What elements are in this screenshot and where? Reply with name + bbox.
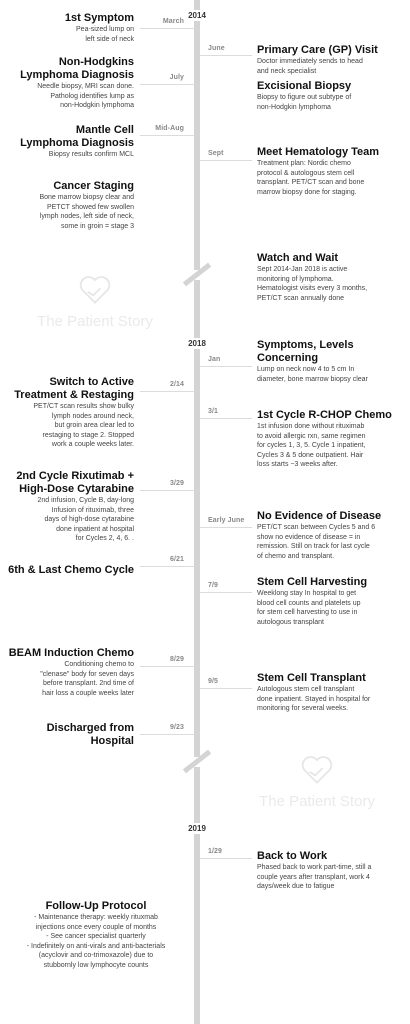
date-connector	[200, 55, 252, 56]
timeline-event	[257, 339, 407, 384]
event-date: Jan	[208, 356, 221, 363]
event-description: Conditioning chemo to "clenase" body for seven days before transplant. 2nd time of hair loss a couple weeks later	[40, 661, 134, 697]
timeline-event	[4, 56, 134, 111]
event-date: June	[208, 45, 225, 52]
event-description: 2nd infusion, Cycle B, day-long Infusion of rituximab, three days of high-dose cytarabine done inpatient at hospital for Cycles 2, 4, 6. .	[37, 497, 134, 543]
timeline-event	[257, 44, 407, 76]
timeline-event	[257, 850, 407, 892]
timeline-event	[4, 647, 134, 698]
event-title: Back to Work	[257, 850, 328, 862]
event-description: Treatment plan: Nordic chemo protocol & autologous stem cell transplant. PET/CT scan and bone marrow biopsy done for staging.	[257, 160, 365, 196]
event-title: 6th & Last Chemo Cycle	[8, 564, 134, 576]
date-connector	[140, 391, 194, 392]
heart-hands-icon	[77, 272, 113, 308]
timeline-event	[4, 722, 134, 748]
date-connector	[140, 566, 194, 567]
event-description: Lump on neck now 4 to 5 cm In diameter, bone marrow biopsy clear	[257, 366, 368, 383]
event-title: 2nd Cycle Rixutimab + High-Dose Cytarabine	[16, 470, 134, 495]
timeline-event	[4, 564, 134, 577]
event-title: Excisional Biopsy	[257, 80, 352, 92]
date-connector	[140, 28, 194, 29]
date-connector	[200, 418, 252, 419]
event-description: Doctor immediately sends to head and neck specialist	[257, 58, 363, 75]
timeline-event	[257, 409, 407, 470]
year-label: 2019	[174, 823, 220, 834]
event-title: Non-Hodgkins Lymphoma Diagnosis	[20, 56, 134, 81]
watermark	[10, 272, 180, 330]
event-title: Mantle Cell Lymphoma Diagnosis	[20, 124, 134, 149]
event-description: PET/CT scan results show bulky lymph nodes around neck, but groin area clear led to restaging to stage 2. Stopped work a couple weeks later.	[33, 403, 134, 449]
event-description: Weeklong stay In hospital to get blood cell counts and platelets up for stem cell harvesting to use in autologous transplant	[257, 590, 361, 626]
event-title: Discharged from Hospital	[46, 722, 134, 747]
event-date: 3/29	[169, 480, 184, 487]
event-description: Needle biopsy, MRI scan done. Patholog identifies lump as non-Hodgkin lymphoma	[37, 83, 134, 110]
event-date: Sept	[208, 150, 224, 157]
event-title: 1st Cycle R-CHOP Chemo	[257, 409, 392, 421]
event-title: 1st Symptom	[64, 12, 134, 24]
event-date: July	[169, 74, 184, 81]
event-title: BEAM Induction Chemo	[8, 647, 134, 659]
event-date: 7/9	[208, 582, 219, 589]
event-title: Meet Hematology Team	[257, 146, 380, 158]
event-description: Pea-sized lump on left side of neck	[76, 26, 134, 43]
event-description: Bone marrow biopsy clear and PETCT showed few swollen lymph nodes, left side of neck, some in groin = stage 3	[39, 194, 134, 230]
event-title: Switch to Active Treatment & Restaging	[14, 376, 134, 401]
timeline-event	[257, 80, 407, 112]
event-description: PET/CT scan between Cycles 5 and 6 show no evidence of disease = in remission. Still on track for last cycle of chemo and transplant.	[257, 524, 376, 560]
event-date: 8/29	[169, 656, 184, 663]
timeline-event	[4, 376, 134, 450]
watermark	[232, 752, 402, 810]
timeline-event	[257, 510, 407, 561]
event-title: Watch and Wait	[257, 252, 339, 264]
timeline-event	[4, 900, 188, 971]
date-connector	[140, 666, 194, 667]
event-date: 9/5	[208, 678, 219, 685]
date-connector	[140, 734, 194, 735]
timeline-event	[257, 252, 407, 303]
event-title: Primary Care (GP) Visit	[257, 44, 378, 56]
date-connector	[200, 527, 252, 528]
event-date: 6/21	[169, 556, 184, 563]
event-description: Autologous stem cell transplant done inpatient. Stayed in hospital for monitoring for several weeks.	[257, 686, 371, 713]
year-label: 2014	[174, 10, 220, 21]
date-connector	[200, 366, 252, 367]
event-date: Mid-Aug	[155, 125, 184, 132]
event-date: 1/29	[208, 848, 223, 855]
date-connector	[140, 84, 194, 85]
event-description: - Maintenance therapy: weekly rituxmab injections once every couple of months - See cancer specialist quarterly - Indefinitely on anti-virals and anti-bacterials (acyclovir and co-trimoxazole) due to stubbornly low lymphocyte counts	[26, 914, 166, 969]
event-description: Phased back to work part-time, still a couple years after transplant, work 4 days/week due to fatigue	[257, 864, 372, 891]
event-title: No Evidence of Disease	[257, 510, 382, 522]
event-description: Sept 2014-Jan 2018 is active monitoring of lymphoma. Hematologist visits every 3 months, PET/CT scan annually done	[257, 266, 368, 302]
date-connector	[140, 490, 194, 491]
event-title: Cancer Staging	[53, 180, 134, 192]
event-title: Stem Cell Transplant	[257, 672, 366, 684]
timeline-spine	[194, 0, 200, 1024]
timeline-event	[257, 146, 407, 197]
event-title: Follow-Up Protocol	[45, 900, 147, 912]
date-connector	[200, 688, 252, 689]
watermark-text: The Patient Story	[37, 313, 153, 330]
event-description: 1st infusion done without rituximab to avoid allergic rxn, same regimen for cycles 1, 3, 5. Cycle 1 inpatient, Cycles 3 & 5 done outpatient. Hair loss starts ~3 weeks after.	[257, 423, 366, 469]
event-description: Biopsy results confirm MCL	[48, 151, 134, 158]
timeline-event	[4, 124, 134, 160]
event-description: Biopsy to figure out subtype of non-Hodgkin lymphoma	[257, 94, 352, 111]
date-connector	[140, 135, 194, 136]
timeline-event	[257, 576, 407, 627]
year-label: 2018	[174, 338, 220, 349]
timeline-event	[4, 180, 134, 231]
timeline-event	[4, 12, 134, 44]
watermark-text: The Patient Story	[259, 793, 375, 810]
timeline-event	[257, 672, 407, 714]
event-date: 9/23	[169, 724, 184, 731]
date-connector	[200, 592, 252, 593]
timeline-event	[4, 470, 134, 544]
event-title: Symptoms, Levels Concerning	[257, 339, 354, 364]
date-connector	[200, 858, 252, 859]
event-date: 3/1	[208, 408, 219, 415]
heart-hands-icon	[299, 752, 335, 788]
event-title: Stem Cell Harvesting	[257, 576, 368, 588]
date-connector	[200, 160, 252, 161]
event-date: March	[162, 18, 184, 25]
event-date: 2/14	[169, 381, 184, 388]
event-date: Early June	[208, 517, 245, 524]
